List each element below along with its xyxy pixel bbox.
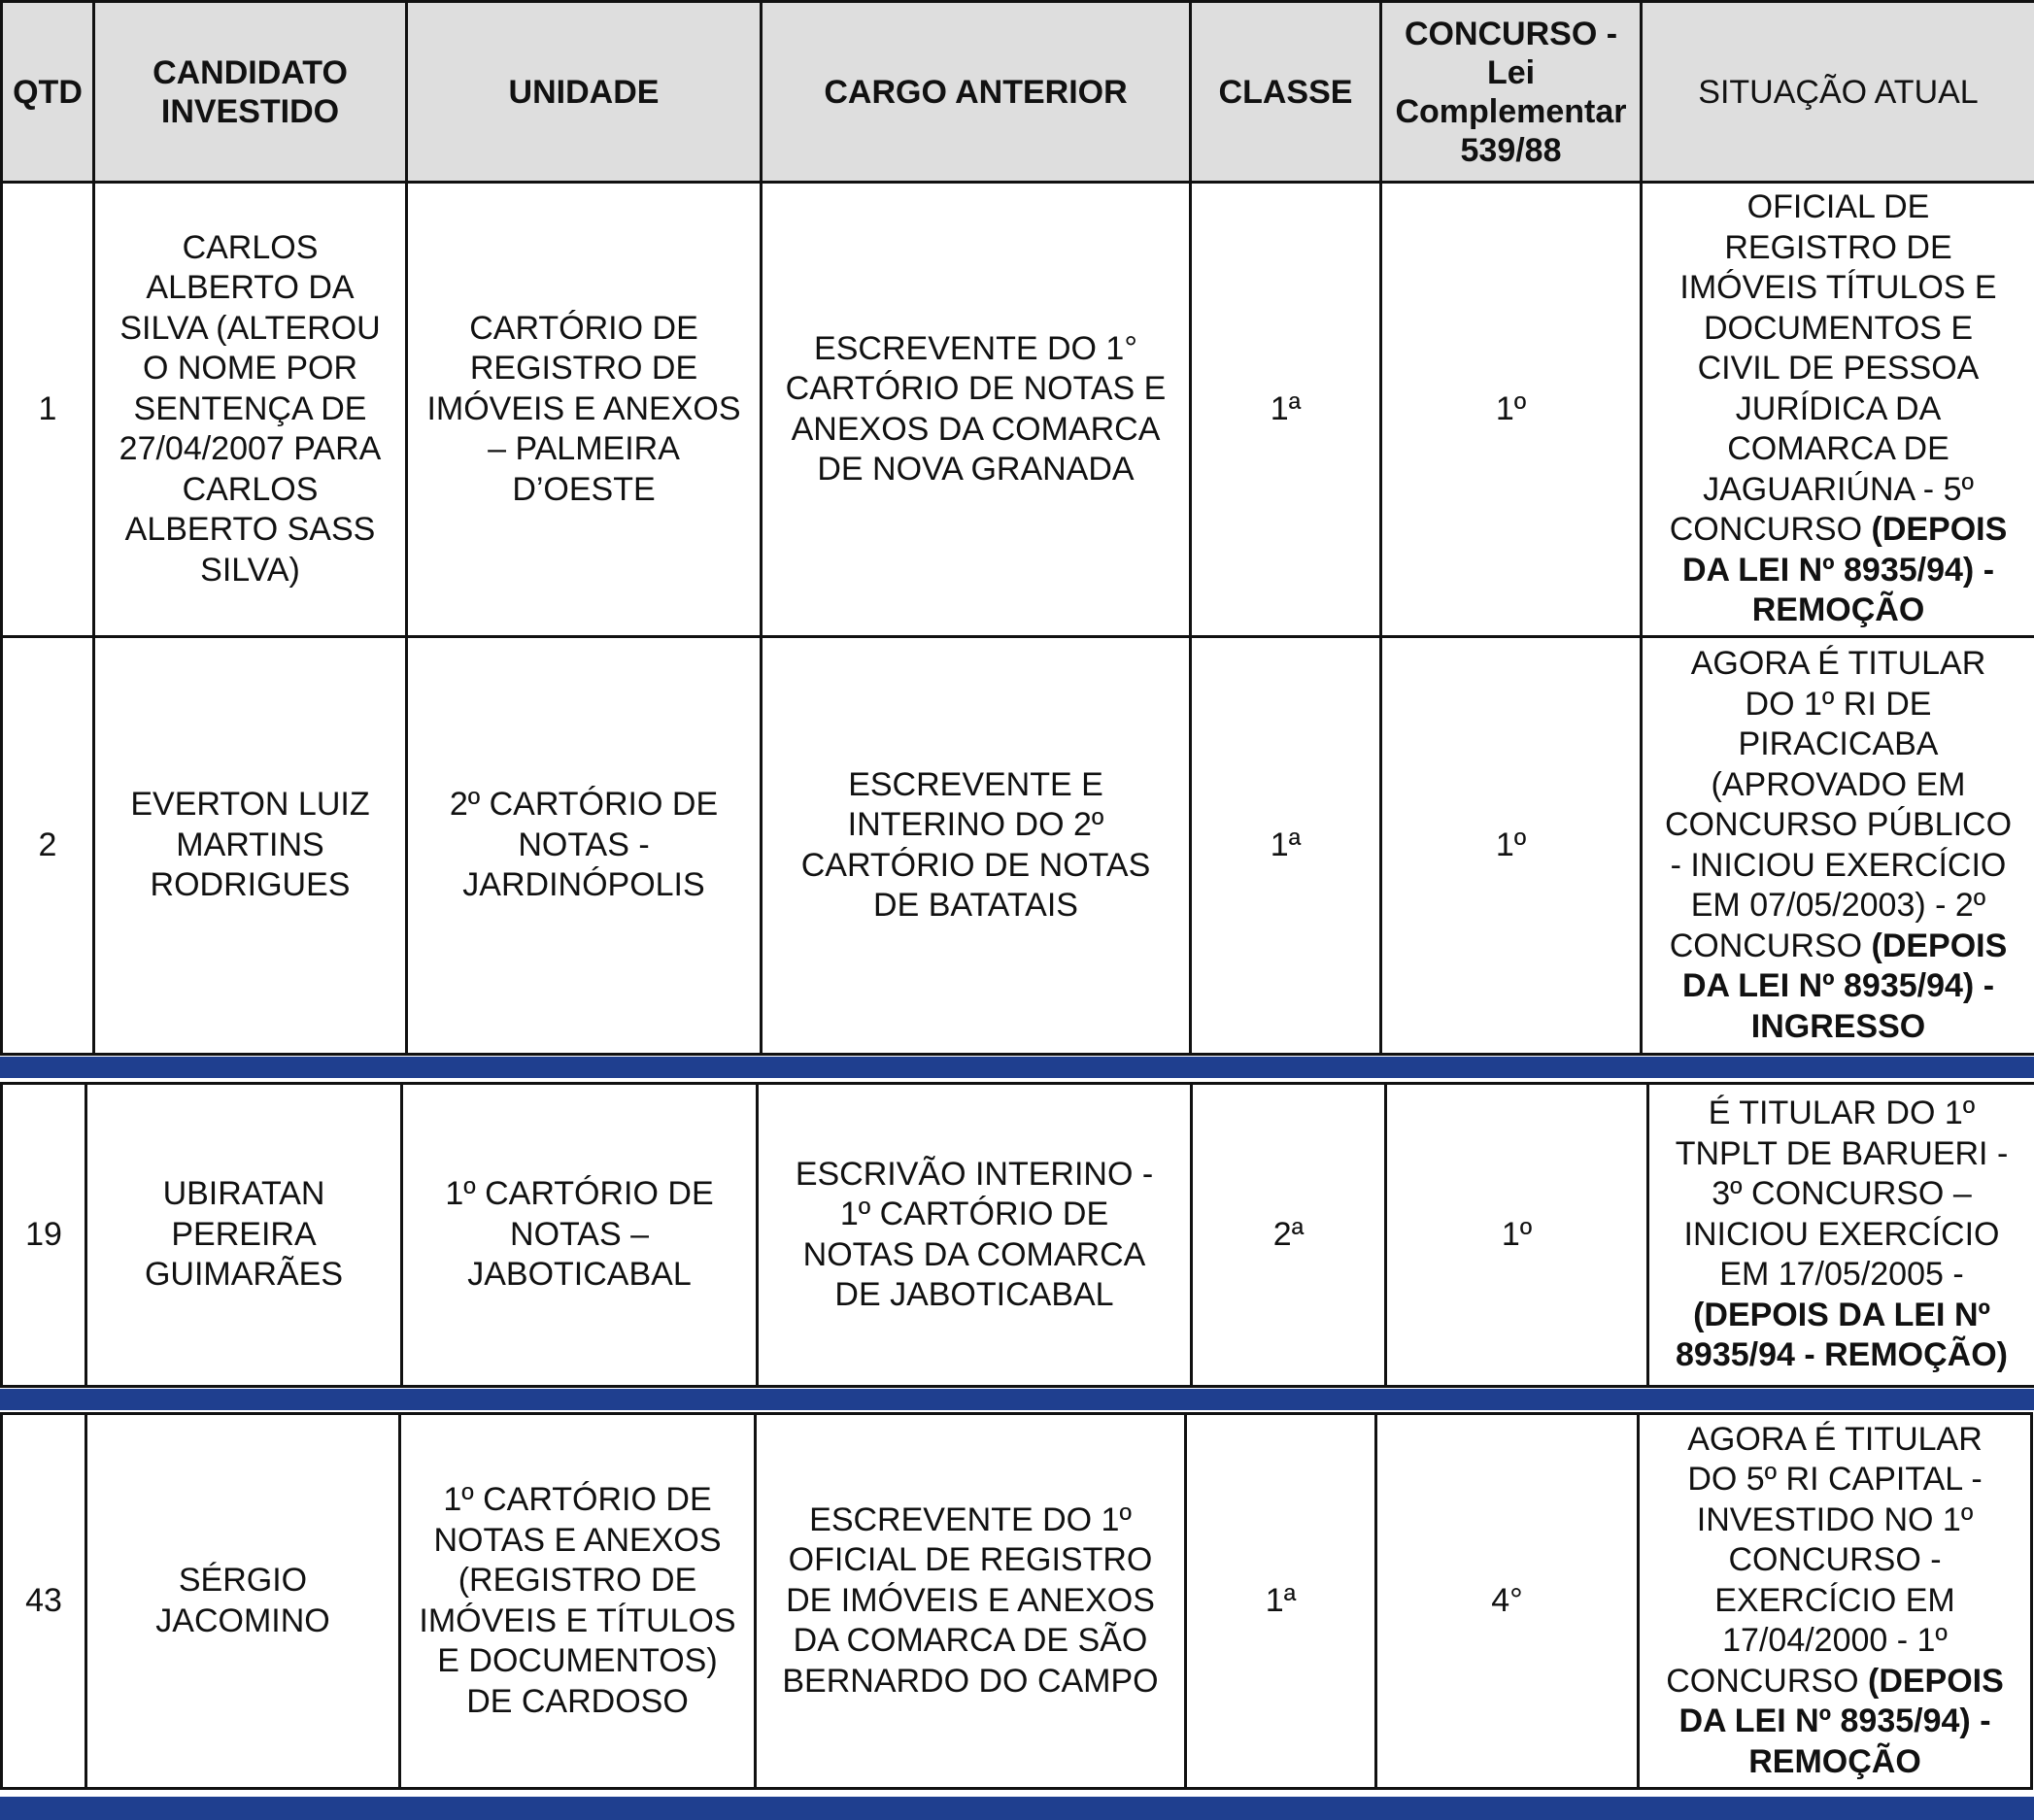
situacao-bold-text: (DEPOIS DA LEI Nº 8935/94 - REMOÇÃO) bbox=[1676, 1296, 2008, 1374]
candidato-cell: EVERTON LUIZ MARTINS RODRIGUES bbox=[94, 637, 407, 1055]
qtd-cell: 19 bbox=[2, 1084, 86, 1387]
concurso-cell: 1º bbox=[1386, 1084, 1648, 1387]
table-section-3 bbox=[0, 1412, 2033, 1790]
cargo-cell: ESCREVENTE DO 1° CARTÓRIO DE NOTAS E ANEXOS DA COMARCA DE NOVA GRANADA bbox=[762, 183, 1191, 637]
candidato-cell: UBIRATAN PEREIRA GUIMARÃES bbox=[86, 1084, 402, 1387]
candidato-cell: SÉRGIO JACOMINO bbox=[86, 1414, 400, 1789]
table-row bbox=[2, 183, 2034, 637]
table-row bbox=[2, 1414, 2032, 1789]
header-classe: CLASSE bbox=[1191, 2, 1381, 183]
unidade-cell: 1º CARTÓRIO DE NOTAS – JABOTICABAL bbox=[402, 1084, 758, 1387]
section-divider bbox=[0, 1389, 2034, 1410]
classe-cell: 2ª bbox=[1192, 1084, 1386, 1387]
unidade-cell: 2º CARTÓRIO DE NOTAS - JARDINÓPOLIS bbox=[407, 637, 762, 1055]
situacao-text: AGORA É TITULAR DO 1º RI DE PIRACICABA (APROVADO EM CONCURSO PÚBLICO - INICIOU EXERCÍCIO EM 07/05/2003) - 2º CONCURSO bbox=[1664, 645, 2013, 964]
classe-cell: 1ª bbox=[1191, 183, 1381, 637]
header-unidade: UNIDADE bbox=[407, 2, 762, 183]
table-section-2 bbox=[0, 1082, 2034, 1388]
header-row bbox=[2, 2, 2034, 183]
cargo-cell: ESCRIVÃO INTERINO - 1º CARTÓRIO DE NOTAS DA COMARCA DE JABOTICABAL bbox=[758, 1084, 1192, 1387]
header-qtd: QTD bbox=[2, 2, 94, 183]
situacao-cell bbox=[1642, 637, 2034, 1055]
situacao-text: É TITULAR DO 1º TNPLT DE BARUERI - 3º CONCURSO – INICIOU EXERCÍCIO EM 17/05/2005 - bbox=[1675, 1095, 2009, 1294]
cargo-cell: ESCREVENTE DO 1º OFICIAL DE REGISTRO DE IMÓVEIS E ANEXOS DA COMARCA DE SÃO BERNARDO DO CAMPO bbox=[756, 1414, 1186, 1789]
unidade-cell: CARTÓRIO DE REGISTRO DE IMÓVEIS E ANEXOS – PALMEIRA D’OESTE bbox=[407, 183, 762, 637]
table-row bbox=[2, 637, 2034, 1055]
qtd-cell: 1 bbox=[2, 183, 94, 637]
qtd-cell: 2 bbox=[2, 637, 94, 1055]
cargo-cell: ESCREVENTE E INTERINO DO 2º CARTÓRIO DE NOTAS DE BATATAIS bbox=[762, 637, 1191, 1055]
header-situacao: SITUAÇÃO ATUAL bbox=[1642, 2, 2034, 183]
situacao-bold-text: (DEPOIS DA LEI Nº 8935/94) - REMOÇÃO bbox=[1681, 511, 2008, 629]
classe-cell: 1ª bbox=[1186, 1414, 1376, 1789]
situacao-text: OFICIAL DE REGISTRO DE IMÓVEIS TÍTULOS E DOCUMENTOS E CIVIL DE PESSOA JURÍDICA DA COMARCA DE JAGUARIÚNA - 5º CONCURSO bbox=[1669, 188, 1997, 549]
section-divider bbox=[0, 1057, 2034, 1078]
table-row bbox=[2, 1084, 2034, 1387]
situacao-text: AGORA É TITULAR DO 5º RI CAPITAL - INVESTIDO NO 1º CONCURSO - EXERCÍCIO EM 17/04/2000 - 1º CONCURSO bbox=[1666, 1420, 1983, 1700]
situacao-bold-text: (DEPOIS DA LEI Nº 8935/94) - INGRESSO bbox=[1681, 927, 2008, 1045]
situacao-cell bbox=[1639, 1414, 2032, 1789]
section-divider bbox=[0, 1797, 2034, 1820]
situacao-cell bbox=[1642, 183, 2034, 637]
header-candidato: CANDIDATO INVESTIDO bbox=[94, 2, 407, 183]
unidade-cell: 1º CARTÓRIO DE NOTAS E ANEXOS (REGISTRO DE IMÓVEIS E TÍTULOS E DOCUMENTOS) DE CARDOSO bbox=[400, 1414, 756, 1789]
candidato-cell: CARLOS ALBERTO DA SILVA (ALTEROU O NOME POR SENTENÇA DE 27/04/2007 PARA CARLOS ALBERTO SASS SILVA) bbox=[94, 183, 407, 637]
classe-cell: 1ª bbox=[1191, 637, 1381, 1055]
header-concurso: CONCURSO - Lei Complementar 539/88 bbox=[1381, 2, 1642, 183]
concurso-cell: 4° bbox=[1376, 1414, 1639, 1789]
qtd-cell: 43 bbox=[2, 1414, 86, 1789]
concurso-cell: 1º bbox=[1381, 183, 1642, 637]
concurso-cell: 1º bbox=[1381, 637, 1642, 1055]
header-cargo: CARGO ANTERIOR bbox=[762, 2, 1191, 183]
situacao-cell bbox=[1648, 1084, 2034, 1387]
situacao-bold-text: (DEPOIS DA LEI Nº 8935/94) - REMOÇÃO bbox=[1678, 1662, 2004, 1780]
